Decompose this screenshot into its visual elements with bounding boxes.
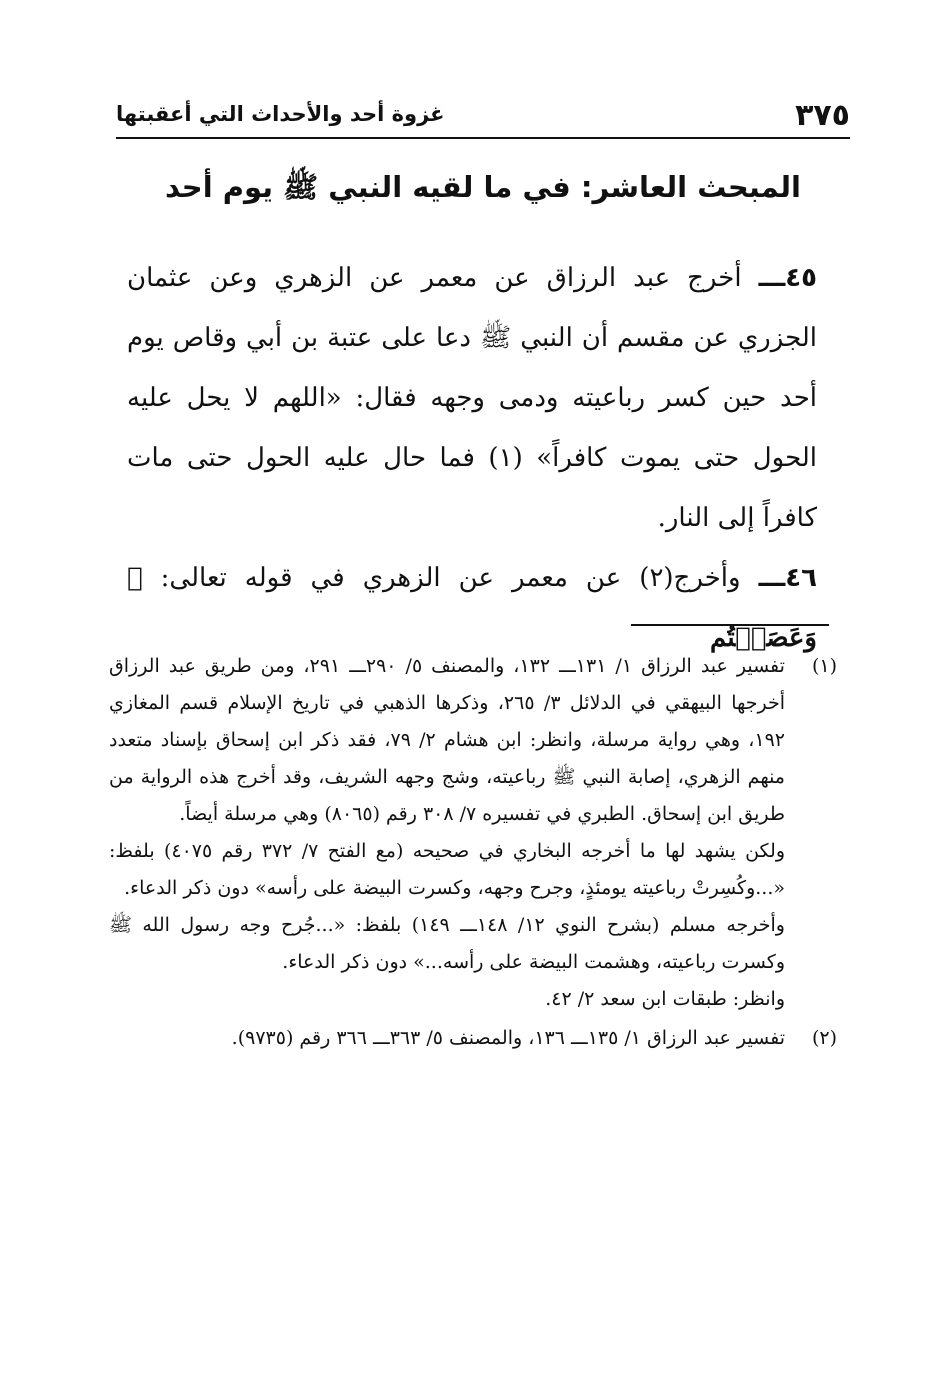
footnote-paragraph: تفسير عبد الرزاق ١/ ١٣١ـــ ١٣٢، والمصنف ٥/ ٢٩٠ـــ ٢٩١، ومن طريق عبد الرزاق أخرجها البيهقي في الدلائل ٣/ ٢٦٥، وذكرها الذهبي في تاريخ الإسلام قسم المغازي ١٩٢، وهي رواية مرسلة، وانظر: ابن هشام ٢/ ٧٩، فقد ذكر ابن إسحاق بإسناد متعدد منهم الزهري، إصابة النبي ﷺ رباعيته، وشج وجهه الشريف، وقد أخرج هذه الرواية من طريق ابن إسحاق. الطبري في تفسيره ٧/ ٣٠٨ رقم (٨٠٦٥) وهي مرسلة أيضاً.: [109, 655, 786, 825]
quran-quote: ﴿ وَعَصَيۡتُم: [127, 563, 817, 653]
running-header: [116, 96, 850, 138]
entry-text: وأخرج(٢) عن معمر عن الزهري في قوله تعالى:: [160, 563, 741, 593]
footnote-paragraph: وانظر: طبقات ابن سعد ٢/ ٤٢.: [545, 988, 785, 1010]
footnote-paragraph: وأخرجه مسلم (بشرح النوي ١٢/ ١٤٨ـــ ١٤٩) بلفظ: «...جُرح وجه رسول الله ﷺ وكسرت رباعيته، وهشمت البيضة على رأسه...» دون ذكر الدعاء.: [109, 914, 785, 973]
entry-number: ٤٥ـــ: [758, 263, 817, 293]
section-title: المبحث العاشر: في ما لقيه النبي ﷺ يوم أحد: [165, 170, 801, 204]
footnote-2: [109, 1020, 837, 1057]
footnote-paragraph: تفسير عبد الرزاق ١/ ١٣٥ـــ ١٣٦، والمصنف ٥/ ٣٦٣ـــ ٣٦٦ رقم (٩٧٣٥).: [231, 1027, 785, 1049]
entry-text: أخرج عبد الرزاق عن معمر عن الزهري وعن عثمان الجزري عن مقسم أن النبي ﷺ دعا على عتبة بن أبي وقاص يوم أحد حين كسر رباعيته ودمى وجهه فقال: «اللهم لا يحل عليه الحول حتى يموت كافراً» (١) فما حال عليه الحول حتى مات كافراً إلى النار.: [127, 263, 817, 533]
book-title: غزوة أحد والأحداث التي أعقبتها: [116, 102, 445, 126]
page-number: ٣٧٥: [795, 98, 850, 133]
footnote-marker: (١): [811, 655, 837, 677]
footnote-paragraph: ولكن يشهد لها ما أخرجه البخاري في صحيحه (مع الفتح ٧/ ٣٧٢ رقم ٤٠٧٥) بلفظ: «...وكُسِرتْ رباعيته يومئذٍ، وجرح وجهه، وكسرت البيضة على رأسه» دون ذكر الدعاء.: [109, 840, 786, 899]
footnotes: [109, 648, 837, 1057]
main-text: [127, 248, 817, 668]
footnote-separator: [631, 624, 829, 626]
header-rule: [116, 137, 850, 139]
entry-45: [127, 248, 817, 548]
entry-number: ٤٦ـــ: [758, 563, 818, 593]
footnote-1: [109, 648, 837, 1018]
footnote-marker: (٢): [811, 1027, 837, 1049]
